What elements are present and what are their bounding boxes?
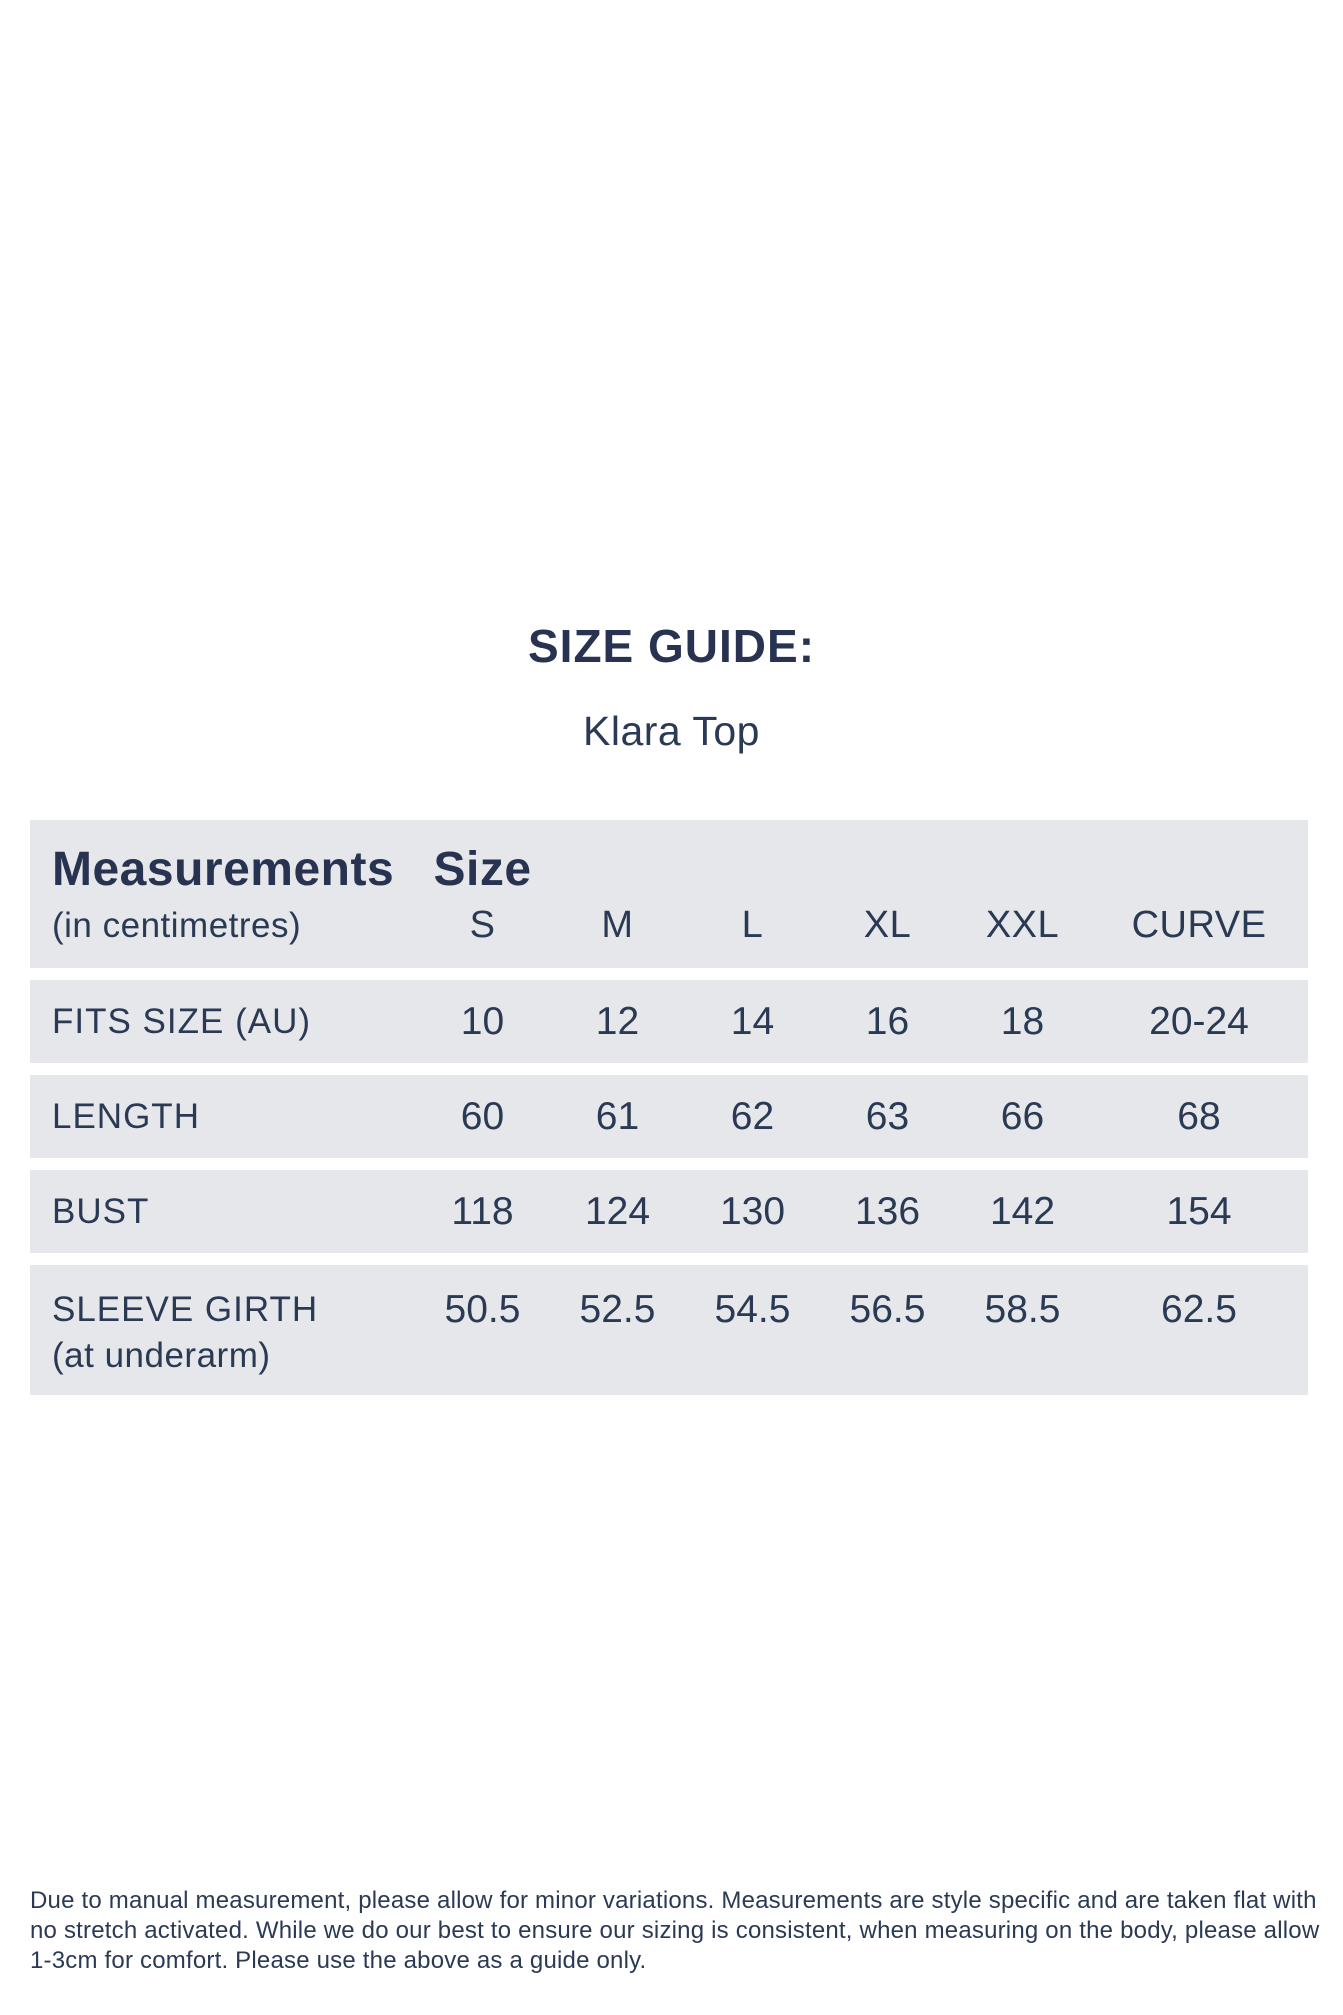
- size-value-cell: 50.5: [444, 1288, 521, 1331]
- size-table: [30, 820, 1308, 1395]
- size-value-cell: 130: [719, 1189, 786, 1233]
- table-header-title-row: [30, 842, 1308, 896]
- row-label: [30, 999, 415, 1045]
- size-value-cell: 16: [865, 999, 910, 1043]
- size-column-xxl: XXL: [985, 904, 1060, 946]
- disclaimer-line-2: no stretch activated. While we do our best to ensure our sizing is consistent, when measuring on the body, please allow: [30, 1917, 1320, 1944]
- size-value-cell: 66: [1000, 1094, 1045, 1138]
- table-rows: [30, 980, 1308, 1395]
- size-column-s: S: [469, 904, 496, 946]
- measurements-heading: Measurements: [52, 843, 395, 896]
- size-value-cell: 52.5: [579, 1288, 656, 1331]
- row-label-text: SLEEVE GIRTH: [52, 1290, 319, 1329]
- size-value-cell: 154: [1166, 1189, 1232, 1233]
- disclaimer-line-3: 1-3cm for comfort. Please use the above as a guide only.: [30, 1947, 647, 1974]
- size-value-cell: 14: [730, 999, 775, 1043]
- table-row: [30, 980, 1308, 1063]
- table-header: [30, 820, 1308, 968]
- size-value-cell: 62.5: [1161, 1288, 1237, 1331]
- disclaimer-line-1: Due to manual measurement, please allow for minor variations. Measurements are style specific and are taken flat with: [30, 1887, 1317, 1914]
- size-value-cell: 124: [584, 1189, 651, 1233]
- table-row: [30, 1265, 1308, 1395]
- size-value-cell: 10: [460, 999, 505, 1043]
- size-value-cell: 54.5: [714, 1288, 791, 1331]
- size-value-cell: 118: [451, 1189, 514, 1233]
- size-value-cell: 60: [460, 1094, 505, 1138]
- row-sublabel-text: (at underarm): [52, 1336, 271, 1375]
- row-label: [30, 1094, 415, 1140]
- size-column-m: M: [601, 904, 634, 946]
- size-value-cell: 142: [989, 1189, 1056, 1233]
- size-value-cell: 62: [730, 1094, 775, 1138]
- size-value-cell: 136: [854, 1189, 921, 1233]
- size-column-xl: XL: [863, 904, 912, 946]
- page-title: SIZE GUIDE:: [527, 620, 816, 672]
- table-row: [30, 1170, 1308, 1253]
- size-value-cell: 58.5: [984, 1288, 1061, 1331]
- size-column-l: L: [741, 904, 764, 946]
- size-value-cell: 12: [595, 999, 640, 1043]
- size-value-cell: 68: [1177, 1094, 1221, 1138]
- table-row: [30, 1075, 1308, 1158]
- size-column-curve: CURVE: [1131, 904, 1267, 946]
- row-label-text: BUST: [52, 1191, 150, 1231]
- size-value-cell: 61: [595, 1094, 640, 1138]
- size-heading: Size: [433, 843, 532, 896]
- table-header-units-row: [30, 904, 1308, 948]
- row-label: [30, 1189, 415, 1235]
- row-label-text: LENGTH: [52, 1096, 200, 1136]
- row-label: [30, 1287, 415, 1379]
- disclaimer-text: [30, 1886, 1325, 1976]
- size-value-cell: 20-24: [1149, 999, 1249, 1043]
- size-value-cell: 56.5: [849, 1288, 926, 1331]
- size-value-cell: 18: [1000, 999, 1045, 1043]
- units-label: (in centimetres): [52, 906, 302, 945]
- row-label-text: FITS SIZE (AU): [52, 1001, 311, 1041]
- product-name: Klara Top: [583, 708, 760, 754]
- size-value-cell: 63: [865, 1094, 910, 1138]
